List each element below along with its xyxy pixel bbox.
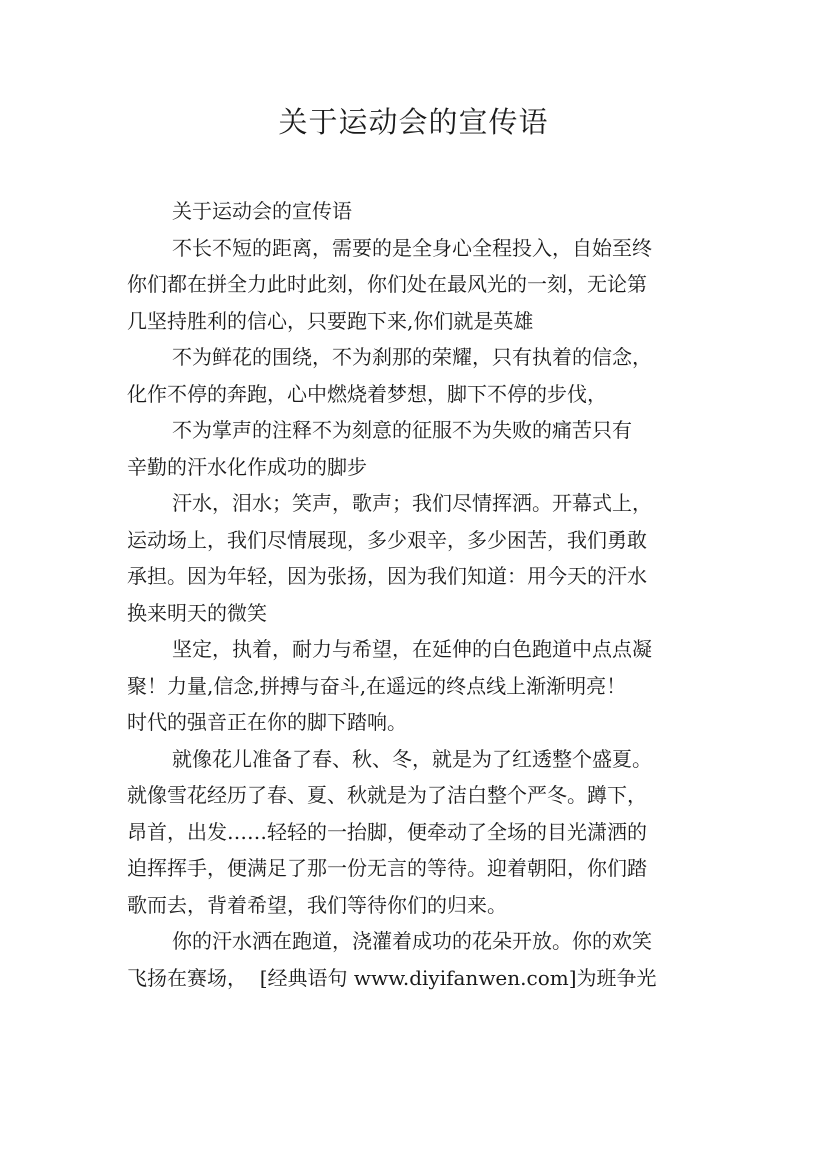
text-line: 就像花儿准备了春、秋、冬，就是为了红透整个盛夏。 — [172, 746, 652, 771]
text-line: 承担。因为年轻，因为张扬，因为我们知道：用今天的汗水 — [127, 564, 647, 588]
text-line: 几坚持胜利的信心，只要跑下来,你们就是英雄 — [127, 308, 534, 333]
text-line: 换来明天的微笑 — [127, 600, 267, 625]
text-line: 不长不短的距离，需要的是全身心全程投入，自始至终 — [172, 235, 652, 260]
text-line: 飞扬在赛场， [经典语句 www.diyifanwen.com]为班争光 — [127, 965, 657, 990]
text-line: 你们都在拼全力此时此刻，你们处在最风光的一刻，无论第 — [127, 272, 647, 296]
document-title: 关于运动会的宣传语 — [278, 105, 549, 139]
text-line: 就像雪花经历了春、夏、秋就是为了洁白整个严冬。蹲下， — [127, 783, 647, 807]
text-line: 运动场上，我们尽情展现，多少艰辛，多少困苦，我们勇敢 — [127, 527, 647, 552]
text-line: 你的汗水洒在跑道，浇灌着成功的花朵开放。你的欢笑 — [172, 929, 652, 953]
text-line: 坚定，执着，耐力与希望，在延伸的白色跑道中点点凝 — [172, 637, 652, 661]
text-line: 迫挥挥手，便满足了那一份无言的等待。迎着朝阳，你们踏 — [127, 856, 647, 880]
text-line: 聚！力量,信念,拼搏与奋斗,在遥远的终点线上渐渐明亮！ — [127, 673, 627, 698]
text-line: 昂首，出发……轻轻的一抬脚，便牵动了全场的目光潇洒的 — [127, 819, 647, 844]
text-line: 关于运动会的宣传语 — [172, 199, 352, 223]
document-body — [127, 193, 717, 996]
text-line: 不为鲜花的围绕，不为刹那的荣耀，只有执着的信念， — [172, 345, 652, 369]
text-line: 化作不停的奔跑，心中燃烧着梦想，脚下不停的步伐， — [127, 381, 607, 406]
text-line: 辛勤的汗水化作成功的脚步 — [127, 454, 367, 479]
text-line: 时代的强音正在你的脚下踏响。 — [127, 710, 407, 734]
text-line: 不为掌声的注释不为刻意的征服不为失败的痛苦只有 — [172, 418, 632, 442]
text-line: 歌而去，背着希望，我们等待你们的归来。 — [127, 892, 507, 917]
text-line: 汗水，泪水；笑声，歌声；我们尽情挥洒。开幕式上， — [172, 491, 652, 515]
